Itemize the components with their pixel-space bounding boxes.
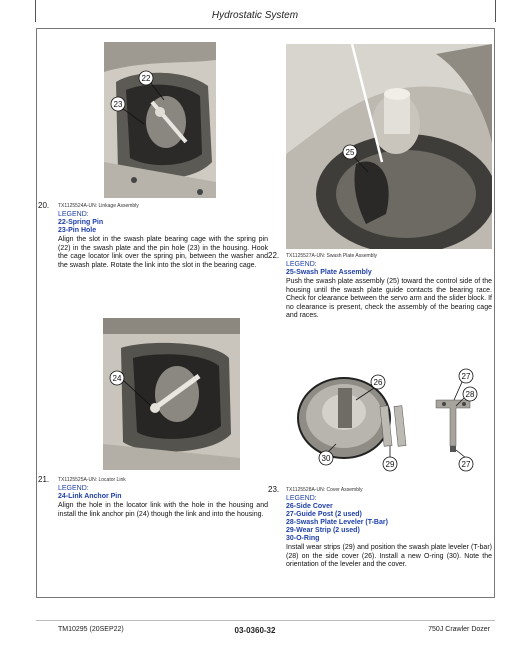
step-21 [38, 476, 268, 532]
step-20 [38, 202, 268, 274]
figure-caption: TX1125525A-UN: Locator Link [58, 477, 126, 483]
svg-text:26: 26 [373, 378, 383, 387]
page-title: Hydrostatic System [211, 10, 299, 21]
legend-title: LEGEND: [286, 495, 317, 503]
cover-assembly-photo [286, 366, 482, 480]
legend-title: LEGEND: [286, 261, 317, 269]
svg-text:30: 30 [321, 454, 331, 463]
step-number: 21. [38, 475, 50, 484]
step-number: 23. [268, 485, 280, 494]
step-23 [268, 486, 494, 586]
legend-item: 24-Link Anchor Pin [58, 493, 122, 501]
legend-item: 23-Pin Hole [58, 227, 97, 235]
legend-title: LEGEND: [58, 485, 89, 493]
svg-text:23: 23 [113, 100, 123, 109]
svg-text:28: 28 [465, 390, 475, 399]
step-instructions: Align the slot in the swash plate bearing cage with the spring pin (22) in the swash plate and the pin hole (23) in the housing. Hook the cage locator link over the spring pin, between the washer and the swash plate. Rotate the link into the slot in the bearing cage. [58, 236, 268, 269]
svg-text:25: 25 [345, 148, 355, 157]
locator-link-photo [103, 318, 240, 470]
svg-text:29: 29 [385, 460, 395, 469]
legend-title: LEGEND: [58, 211, 89, 219]
footer-machine-name: 750J Crawler Dozer [428, 626, 490, 633]
legend-item: 27-Guide Post (2 used) [286, 511, 362, 519]
legend-item: 25-Swash Plate Assembly [286, 269, 372, 277]
legend-item: 28-Swash Plate Leveler (T-Bar) [286, 519, 388, 527]
step-number: 22. [268, 251, 280, 260]
swash-plate-assembly-photo [286, 44, 492, 249]
footer-page-number: 03-0360-32 [234, 626, 276, 635]
step-instructions: Push the swash plate assembly (25) toward the control side of the housing until the swash plate guide contacts the bearing race. Check for clearance between the servo arm and the slider block. If no clearance is present, check the assembly of the bearing cage and races. [286, 278, 492, 320]
step-22 [268, 252, 494, 322]
figure-caption: TX1125528A-UN: Cover Assembly [286, 487, 363, 493]
figure-caption: TX1125527A-UN: Swash Plate Assembly [286, 253, 378, 259]
legend-item: 30-O-Ring [286, 535, 320, 543]
legend-item: 29-Wear Strip (2 used) [286, 527, 360, 535]
svg-text:27: 27 [461, 460, 471, 469]
footer-doc-id: TM10295 (20SEP22) [58, 626, 124, 633]
figure-caption: TX1125524A-UN: Linkage Assembly [58, 203, 139, 209]
footer-rule [36, 620, 495, 621]
step-instructions: Install wear strips (29) and position the swash plate leveler (T-bar) (28) on the side cover (26). Install a new O-ring (30). Note the orientation of the leveler and the cover. [286, 544, 492, 569]
linkage-assembly-photo [104, 42, 216, 198]
svg-text:27: 27 [461, 372, 471, 381]
step-instructions: Align the hole in the locator link with the hole in the housing and install the link anchor pin (24) though the link and into the housing. [58, 502, 268, 518]
legend-item: 22-Spring Pin [58, 219, 104, 227]
step-number: 20. [38, 201, 50, 210]
svg-text:22: 22 [141, 74, 151, 83]
svg-text:24: 24 [112, 374, 122, 383]
legend-item: 26-Side Cover [286, 503, 333, 511]
